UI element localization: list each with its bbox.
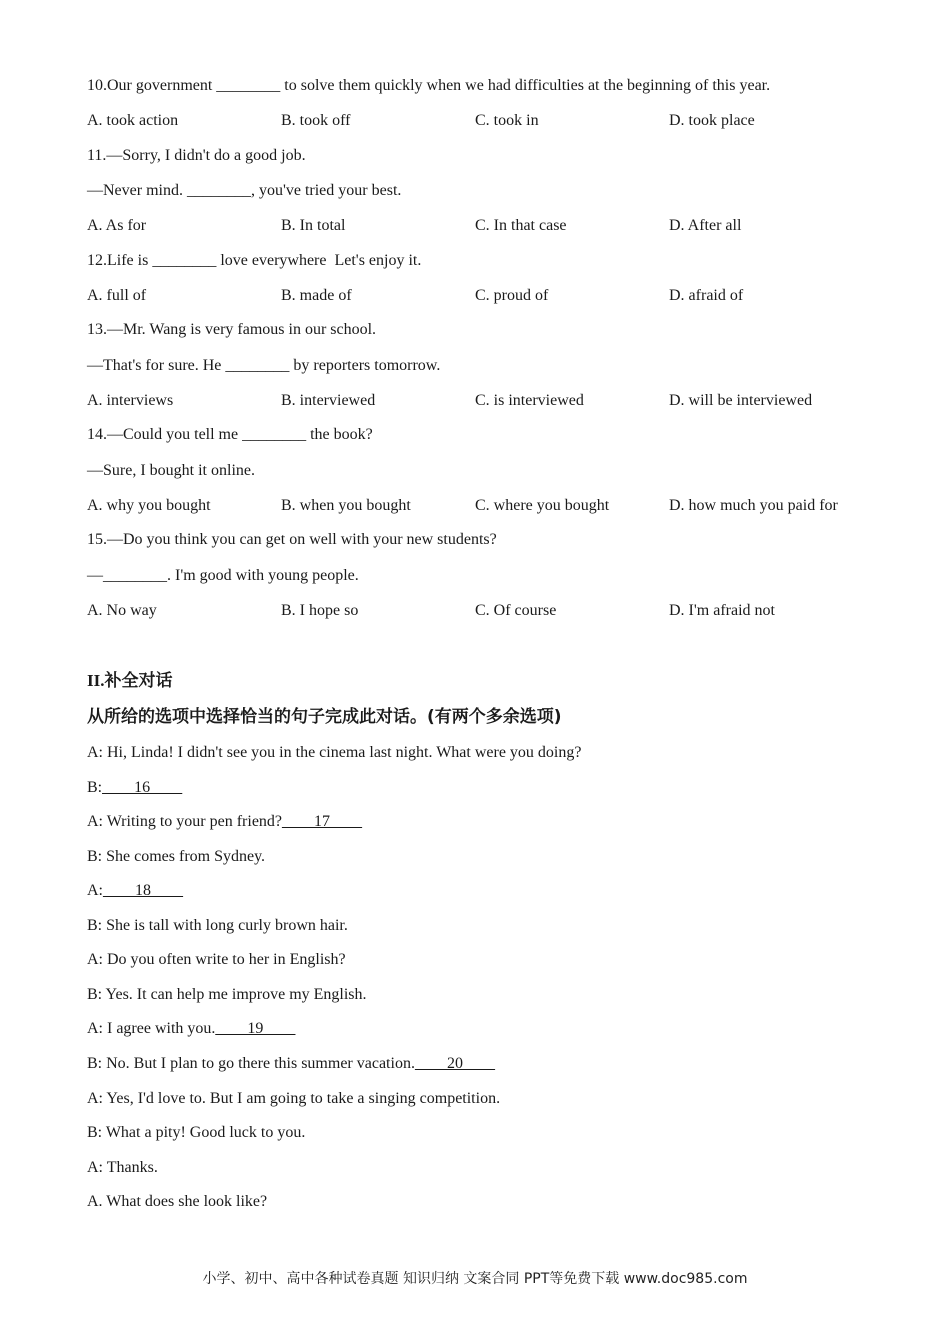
question-14-option-c: C. where you bought <box>475 497 610 514</box>
question-10-option-c: C. took in <box>475 112 539 129</box>
page-footer: 小学、初中、高中各种试卷真题 知识归纳 文案合同 PPT等免费下载 www.doc985.com <box>202 1271 748 1287</box>
dialogue-speaker: A: <box>87 882 103 899</box>
question-15-stem-reply: —________. I'm good with young people. <box>87 567 359 584</box>
question-11-option-d: D. After all <box>669 217 742 234</box>
question-10-option-a: A. took action <box>87 112 179 129</box>
dialogue-line-4: B: She comes from Sydney. <box>87 848 266 865</box>
dialogue-line-12: B: What a pity! Good luck to you. <box>87 1124 306 1141</box>
answer-option-a: A. What does she look like? <box>87 1193 268 1210</box>
question-13-option-a: A. interviews <box>87 392 174 409</box>
question-12-option-c: C. proud of <box>475 287 549 304</box>
dialogue-text: A: Writing to your pen friend? <box>87 813 283 830</box>
question-13-option-d: D. will be interviewed <box>669 392 813 409</box>
question-12-option-b: B. made of <box>281 287 352 304</box>
section-heading <box>87 670 172 692</box>
question-11-stem: 11.—Sorry, I didn't do a good job. <box>87 147 306 164</box>
dialogue-line-6: B: She is tall with long curly brown hair. <box>87 917 348 934</box>
question-12-option-d: D. afraid of <box>669 287 744 304</box>
question-12-stem: 12.Life is ________ love everywhere Let's enjoy it. <box>87 252 422 269</box>
dialogue-text: B: No. But I plan to go there this summer vacation. <box>87 1055 415 1072</box>
blank-18: ____18____ <box>103 882 183 899</box>
blank-17: ____17____ <box>282 813 363 830</box>
question-15-option-a: A. No way <box>87 602 157 619</box>
question-15-option-c: C. Of course <box>475 602 557 619</box>
question-10-option-b: B. took off <box>281 112 351 129</box>
blank-20: ____20____ <box>414 1055 495 1072</box>
dialogue-line-7: A: Do you often write to her in English? <box>87 951 346 968</box>
section-title: 补全对话 <box>104 671 173 691</box>
question-14-stem: 14.—Could you tell me ________ the book? <box>87 426 373 443</box>
question-15-option-d: D. I'm afraid not <box>669 602 775 619</box>
dialogue-line-5 <box>87 881 183 901</box>
dialogue-line-1: A: Hi, Linda! I didn't see you in the cinema last night. What were you doing? <box>87 744 582 761</box>
dialogue-line-9 <box>87 1019 295 1039</box>
question-14-option-a: A. why you bought <box>87 497 211 514</box>
dialogue-line-2 <box>87 778 182 798</box>
blank-16: ____16____ <box>102 779 183 796</box>
question-13-option-b: B. interviewed <box>281 392 376 409</box>
question-14-option-d: D. how much you paid for <box>669 497 838 514</box>
question-11-option-b: B. In total <box>281 217 346 234</box>
blank-19: ____19____ <box>215 1020 296 1037</box>
question-14-stem-reply: —Sure, I bought it online. <box>87 462 255 479</box>
question-13-option-c: C. is interviewed <box>475 392 584 409</box>
question-13-stem: 13.—Mr. Wang is very famous in our school. <box>87 321 377 338</box>
dialogue-text: A: I agree with you. <box>87 1020 216 1037</box>
section-instruction: 从所给的选项中选择恰当的句子完成此对话。(有两个多余选项) <box>87 707 562 727</box>
question-12-option-a: A. full of <box>87 287 147 304</box>
question-11-option-a: A. As for <box>87 217 147 234</box>
question-10-stem: 10.Our government ________ to solve them quickly when we had difficulties at the beginning of this year. <box>87 77 771 94</box>
question-14-option-b: B. when you bought <box>281 497 411 514</box>
question-11-stem-reply: —Never mind. ________, you've tried your best. <box>87 182 402 199</box>
question-11-option-c: C. In that case <box>475 217 567 234</box>
dialogue-speaker: B: <box>87 779 103 796</box>
dialogue-line-8: B: Yes. It can help me improve my English. <box>87 986 367 1003</box>
question-15-stem: 15.—Do you think you can get on well with your new students? <box>87 531 497 548</box>
question-13-stem-reply: —That's for sure. He ________ by reporters tomorrow. <box>87 357 441 374</box>
question-15-option-b: B. I hope so <box>281 602 359 619</box>
question-10-option-d: D. took place <box>669 112 755 129</box>
dialogue-line-3 <box>87 812 362 832</box>
section-number: II. <box>87 671 105 690</box>
dialogue-line-11: A: Yes, I'd love to. But I am going to take a singing competition. <box>87 1090 501 1107</box>
dialogue-line-10 <box>87 1054 495 1074</box>
dialogue-line-13: A: Thanks. <box>87 1159 158 1176</box>
